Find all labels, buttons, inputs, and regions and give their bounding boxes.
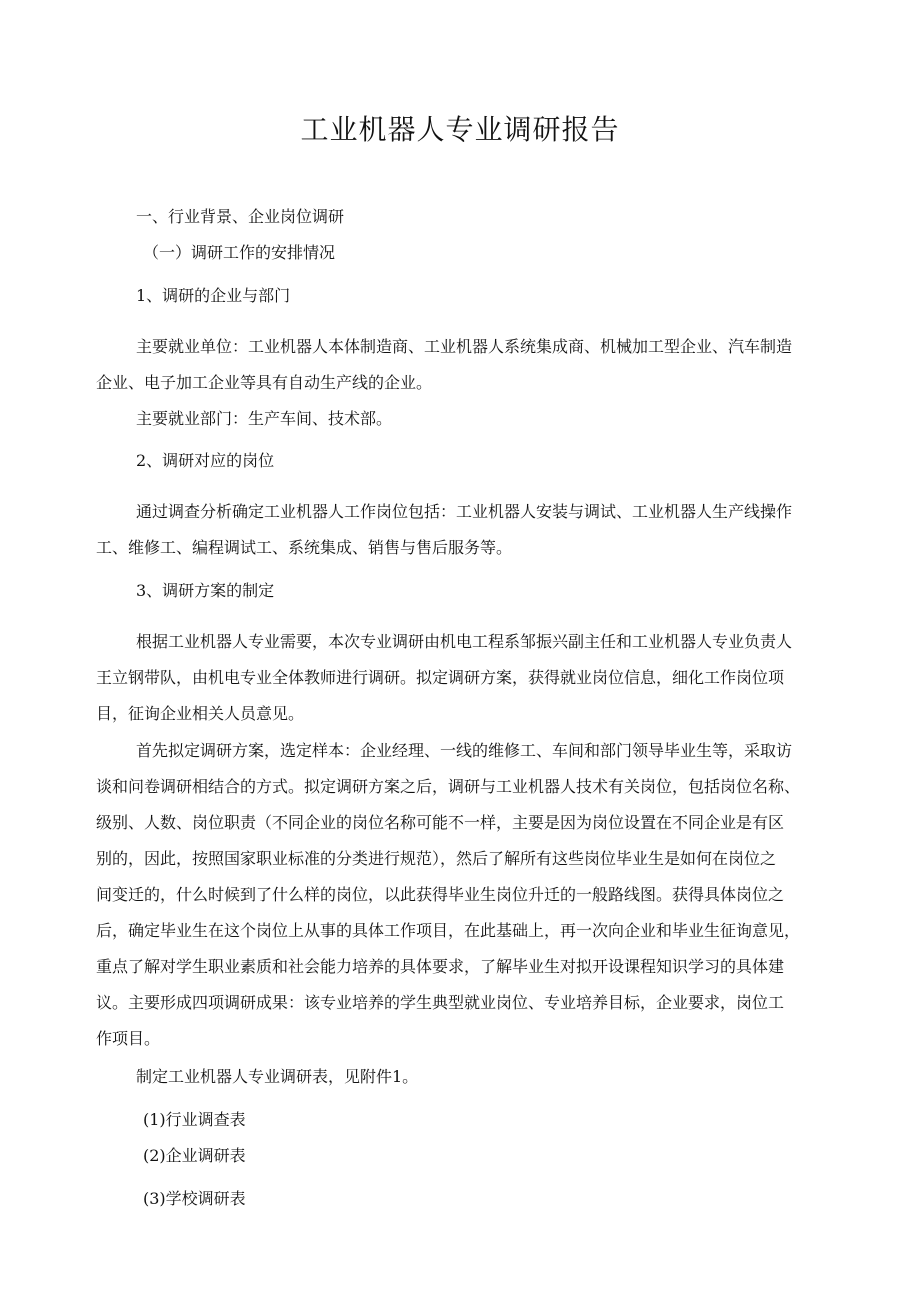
paragraph-line: 根据工业机器人专业需要，本次专业调研由机电工程系邹振兴副主任和工业机器人专业负责人 bbox=[136, 632, 793, 651]
paragraph-line: 议。主要形成四项调研成果：该专业培养的学生典型就业岗位、专业培养目标，企业要求，岗位工 bbox=[96, 993, 785, 1012]
list-item: (1)行业调查表 bbox=[143, 1110, 246, 1129]
paragraph-line: 间变迁的，什么时候到了什么样的岗位，以此获得毕业生岗位升迁的一般路线图。获得具体岗位之 bbox=[96, 885, 785, 904]
paragraph-line: 首先拟定调研方案，选定样本：企业经理、一线的维修工、车间和部门领导毕业生等，采取访 bbox=[136, 741, 793, 760]
item-heading-1: 1、调研的企业与部门 bbox=[136, 286, 291, 305]
paragraph-line: 王立钢带队，由机电专业全体教师进行调研。拟定调研方案，获得就业岗位信息，细化工作岗位项 bbox=[96, 668, 785, 687]
paragraph: 主要就业部门：生产车间、技术部。 bbox=[136, 409, 393, 428]
section-heading: 一、行业背景、企业岗位调研 bbox=[136, 207, 345, 226]
subsection-heading: （一）调研工作的安排情况 bbox=[143, 243, 336, 262]
paragraph-line: 企业、电子加工企业等具有自动生产线的企业。 bbox=[96, 373, 433, 392]
paragraph: 制定工业机器人专业调研表，见附件1。 bbox=[136, 1067, 419, 1086]
paragraph-line: 通过调查分析确定工业机器人工作岗位包括：工业机器人安装与调试、工业机器人生产线操作 bbox=[136, 502, 793, 521]
document-title: 工业机器人专业调研报告 bbox=[300, 113, 620, 146]
paragraph-line: 作项目。 bbox=[96, 1029, 161, 1048]
paragraph-line: 工、维修工、编程调试工、系统集成、销售与售后服务等。 bbox=[96, 538, 513, 557]
paragraph-line: 重点了解对学生职业素质和社会能力培养的具体要求，了解毕业生对拟开设课程知识学习的具体建 bbox=[96, 957, 785, 976]
paragraph-line: 主要就业单位：工业机器人本体制造商、工业机器人系统集成商、机械加工型企业、汽车制造 bbox=[136, 337, 793, 356]
paragraph-line: 目，征询企业相关人员意见。 bbox=[96, 704, 305, 723]
paragraph-line: 别的，因此，按照国家职业标准的分类进行规范），然后了解所有这些岗位毕业生是如何在岗位之 bbox=[96, 849, 777, 868]
item-heading-3: 3、调研方案的制定 bbox=[136, 581, 275, 600]
paragraph-line: 级别、人数、岗位职责（不同企业的岗位名称可能不一样，主要是因为岗位设置在不同企业是有区 bbox=[96, 813, 785, 832]
paragraph-line: 后，确定毕业生在这个岗位上从事的具体工作项目，在此基础上，再一次向企业和毕业生征询意见， bbox=[96, 921, 801, 940]
list-item: (3)学校调研表 bbox=[143, 1189, 246, 1208]
paragraph-line: 谈和问卷调研相结合的方式。拟定调研方案之后，调研与工业机器人技术有关岗位，包括岗位名称、 bbox=[96, 777, 801, 796]
list-item: (2)企业调研表 bbox=[143, 1146, 246, 1165]
item-heading-2: 2、调研对应的岗位 bbox=[136, 451, 275, 470]
